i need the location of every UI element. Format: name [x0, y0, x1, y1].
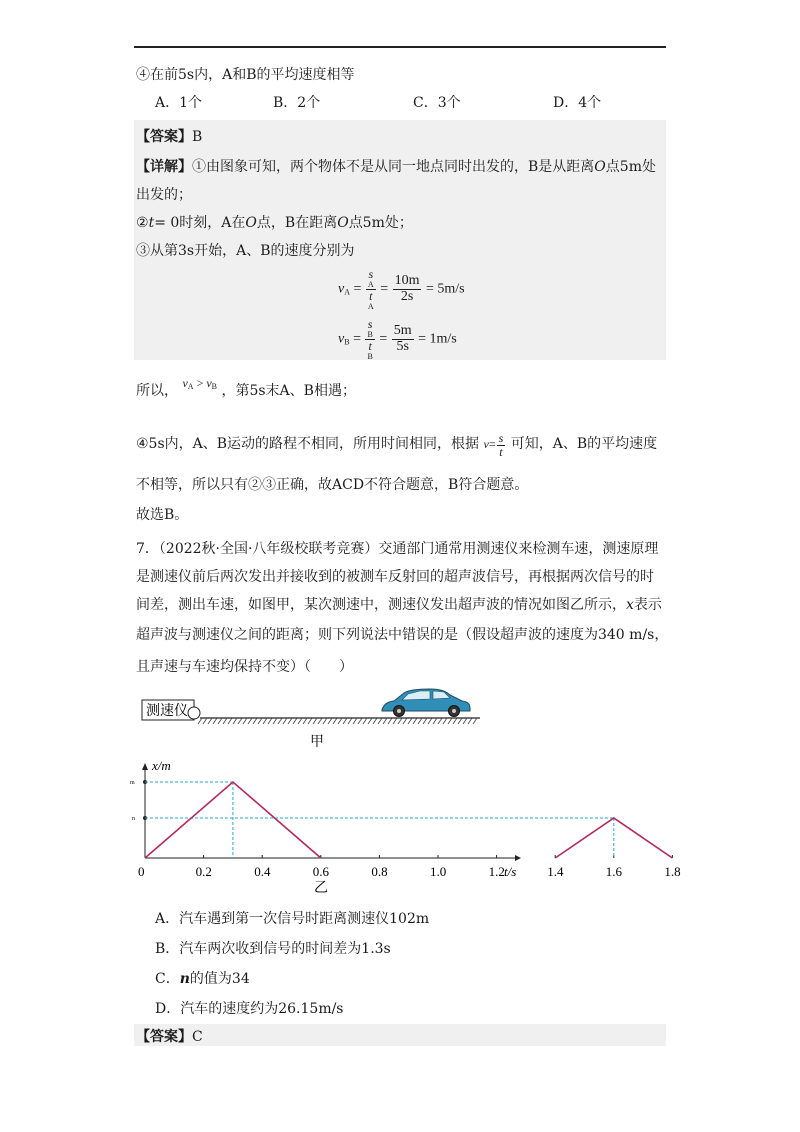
car-icon — [382, 689, 470, 717]
option-a[interactable]: A．1个 — [155, 95, 203, 111]
option-2-a[interactable]: A．汽车遇到第一次信号时距离测速仪102m — [155, 911, 430, 927]
detail-line-2: 出发的； — [136, 187, 192, 203]
detail-line-1: 【详解】①由图象可知，两个物体不是从同一地点同时出发的，B是从距离O点5m处 — [136, 159, 656, 175]
y-axis-label: x/m — [152, 758, 171, 773]
x-tick-label: 1.6 — [605, 864, 623, 879]
figure-jia — [130, 680, 490, 752]
x-tick-label: 0.6 — [312, 864, 330, 879]
sensor-icon — [188, 707, 200, 719]
detail-line-7: 不相等，所以只有②③正确，故ACD不符合题意，B符合题意。 — [136, 477, 529, 493]
option-2-b[interactable]: B．汽车两次收到信号的时间差为1.3s — [155, 941, 391, 957]
detail-line-5: 所以， $v_A > v_B$ ，第5s末A、B相遇； — [136, 376, 356, 399]
origin-label: 0 — [138, 864, 145, 879]
x-tick-label: 1.8 — [664, 864, 681, 879]
x-axis-label: t/s — [504, 864, 517, 879]
detail-line-8: 故选B。 — [136, 507, 189, 523]
formula-va: $v_A$ = s A t A = $\frac{10m}{2s}$ = 5m/s — [338, 267, 465, 311]
header-rule — [134, 46, 666, 48]
answer-2: 【答案】C — [136, 1029, 203, 1045]
n-label: n — [132, 816, 135, 822]
option-b[interactable]: B．2个 — [273, 95, 321, 111]
answer-1: 【答案】B — [136, 129, 203, 145]
ground-hatch — [198, 718, 477, 724]
detail-line-3: ②t= 0时刻，A在O点，B在距离O点5m处； — [136, 215, 413, 231]
question-7-line-4: 超声波与测速仪之间的距离；则下列说法中错误的是（假设超声波的速度为340 m/s， — [136, 627, 669, 643]
x-tick-label: 1.2 — [488, 864, 505, 879]
question-7-line-2: 是测速仪前后两次发出并接收到的被测车反射回的超声波信号，再根据两次信号的时 — [136, 569, 654, 585]
question-7-line-3: 间差，测出车速，如图甲，某次测速中，测速仪发出超声波的情况如图乙所示，x表示 — [136, 597, 662, 613]
formula-vb: $v_B$ = s B t B = $\frac{5m}{5s}$ = 1m/s — [338, 317, 457, 361]
caption-jia: 甲 — [310, 735, 324, 750]
detail-line-6: ④5s内，A、B运动的路程不相同，所用时间相同，根据 v= $\frac{s}{t}$ 可知，A、B的平均速度 — [136, 431, 658, 459]
x-tick-label: 1.0 — [430, 864, 447, 879]
x-tick-label: 0.8 — [371, 864, 388, 879]
y-axis-arrow — [142, 763, 148, 770]
answer-2-box — [134, 1024, 666, 1046]
detail-line-4: ③从第3s开始，A、B的速度分别为 — [136, 243, 355, 259]
x-tick-label: 0.2 — [195, 864, 212, 879]
option-2-d[interactable]: D．汽车的速度约为26.15m/s — [155, 1001, 344, 1017]
x-tick-label: 1.4 — [547, 864, 564, 879]
question-7-line-1: 7．（2022秋·全国·八年级校联考竞赛）交通部门通常用测速仪来检测车速，测速原理 — [136, 541, 659, 557]
caption-yi: 乙 — [314, 881, 328, 896]
option-2-c[interactable]: C．n的值为34 — [155, 971, 250, 987]
option-c[interactable]: C．3个 — [413, 95, 461, 111]
m-label: m — [130, 780, 135, 786]
options-row-1 — [155, 92, 655, 112]
question-7-line-5: 且声速与车速均保持不变）（ ） — [136, 659, 353, 675]
x-axis-arrow — [515, 855, 521, 861]
statement-4: ④在前5s内，A和B的平均速度相等 — [136, 67, 355, 83]
figure-yi-chart — [130, 756, 681, 896]
speedometer-label: 测速仪 — [146, 704, 188, 719]
x-tick-label: 0.4 — [254, 864, 271, 879]
option-d[interactable]: D．4个 — [553, 95, 602, 111]
